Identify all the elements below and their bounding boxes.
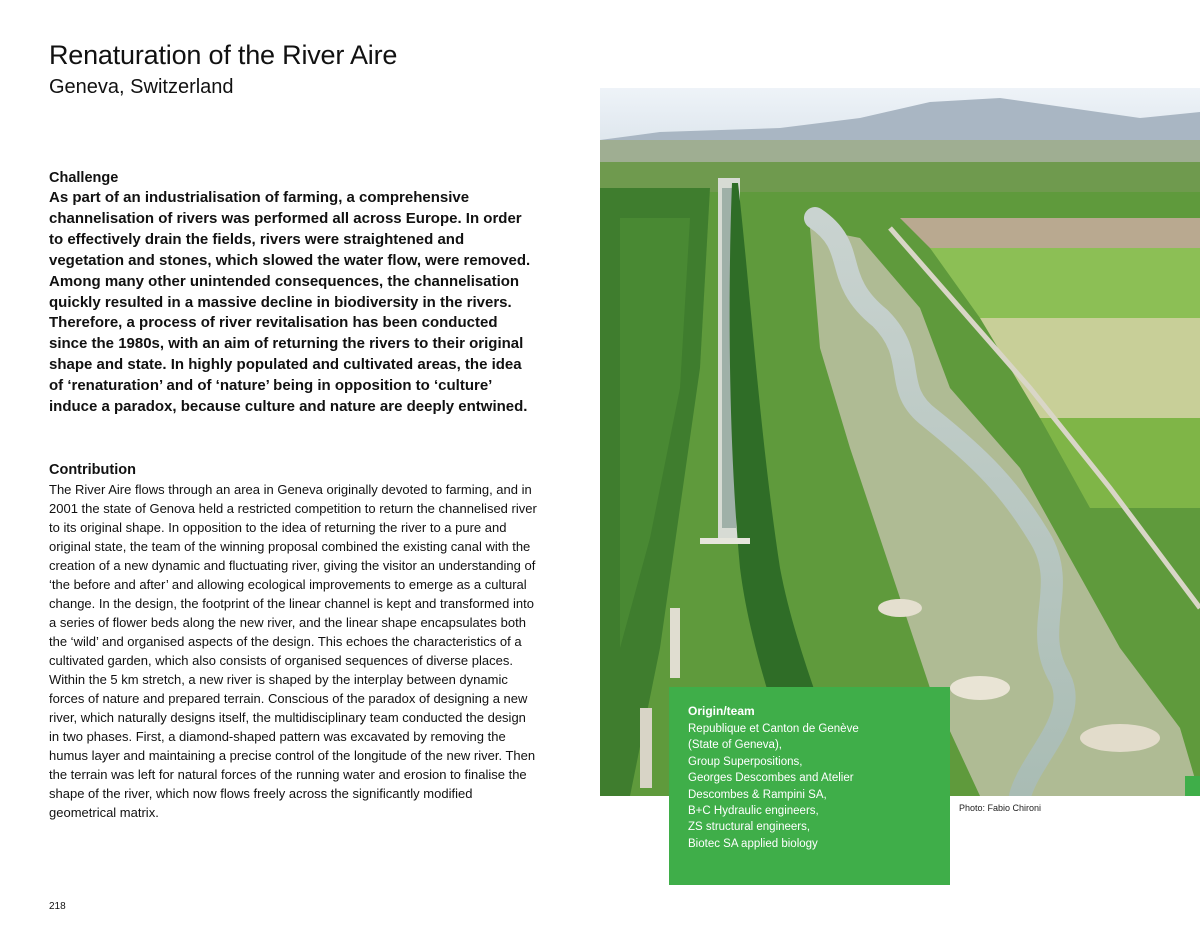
origin-team-line: Republique et Canton de Genève [688,723,859,735]
contribution-section [49,460,539,822]
photo-credit: Photo: Fabio Chironi [959,803,1042,813]
origin-team-line: Georges Descombes and Atelier [688,772,854,785]
origin-team-line: (State of Geneva), [688,739,782,752]
page-number: 218 [49,901,66,912]
page-subtitle: Geneva, Switzerland [49,76,234,98]
origin-team-line: B+C Hydraulic engineers, [688,805,819,818]
origin-team-box [669,687,950,885]
challenge-text: As part of an industrialisation of farming, a comprehensive channelisation of rivers was performed all across Europe. In order to effectively drain the fields, rivers were straightened and vegetation and stones, which slowed the water flow, were removed. Among many other unintended consequences, the channelisation quickly resulted in a massive decline in biodiversity in the rivers. Therefore, a process of river revitalisation has been conducted since the 1980s, with an aim of returning the rivers to their original shape and state. In highly populated and cultivated areas, the idea of ‘renaturation’ and of ‘nature’ being in opposition to ‘culture’ induce a paradox, because culture and nature are deeply entwined. [49,189,531,416]
origin-team-line: Biotec SA applied biology [688,837,818,850]
origin-team-line: ZS structural engineers, [688,821,811,834]
origin-team-line: Group Superpositions, [688,755,803,768]
section-marker-tab [1185,776,1200,796]
page-title: Renaturation of the River Aire [49,40,398,70]
origin-team-heading: Origin/team [688,704,755,718]
contribution-text: The River Aire flows through an area in Geneva originally devoted to farming, and in 2001 the state of Genova held a restricted competition to return the channelised river to its original shape. In opposition to the idea of returning the river to a pure and original state, the team of the winning proposal combined the existing canal with the creation of a new dynamic and fluctuating river, giving the visitor an understanding of ‘the before and after’ and allowing ecological improvements to emerge as a cultural change. In the design, the footprint of the linear channel is kept and transformed into a series of flower beds along the new river, and the linear shape encapsulates both the ‘wild’ and organised aspects of the design. This echoes the characteristics of a cultivated garden, which also consists of organised sequences of diverse places. Within the 5 km stretch, a new river is shaped by the interplay between dynamic forces of nature and prepared terrain. Conscious of the paradox of designing a new river, which naturally designs itself, the multidisciplinary team conducted the design in two phases. First, a diamond-shaped pattern was excavated by removing the humus layer and maintaining a precise control of the longitude of the new river. Then the terrain was left for natural forces of the running water and erosion to finalise the shape of the river, which now flows freely across the significantly modified geometrical matrix. [49,482,537,820]
challenge-section [49,168,539,418]
challenge-heading: Challenge [49,170,119,186]
origin-team-line: Descombes & Rampini SA, [688,788,827,801]
contribution-heading: Contribution [49,462,136,478]
